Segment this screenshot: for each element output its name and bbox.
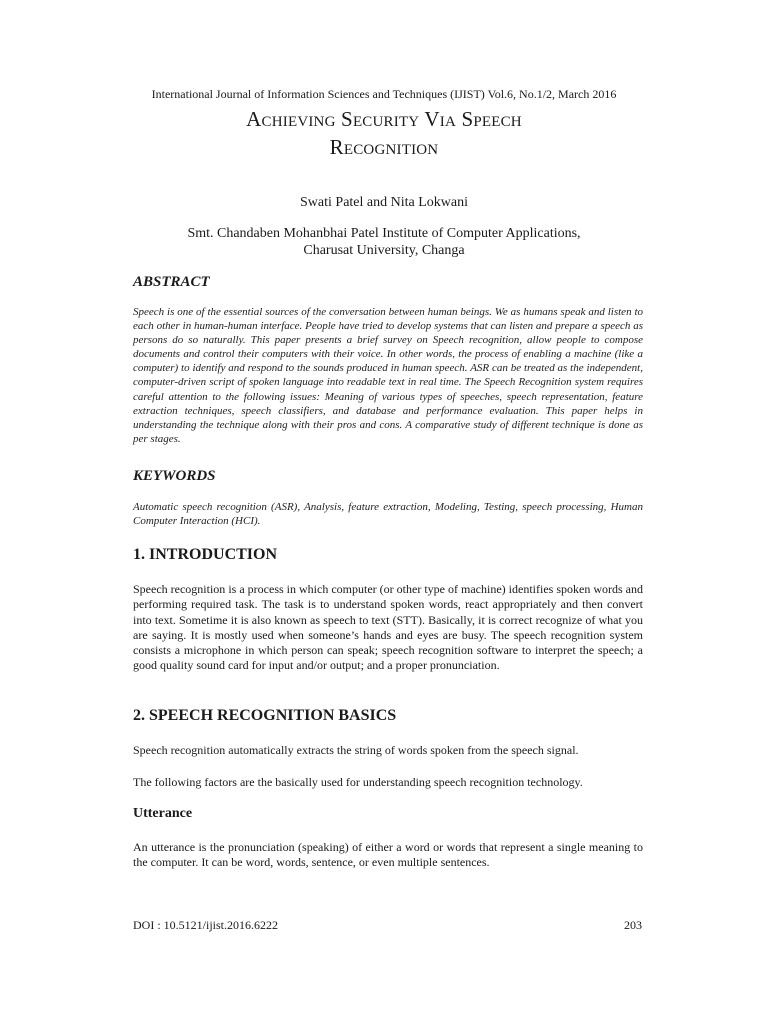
- journal-header: International Journal of Information Sciences and Techniques (IJIST) Vol.6, No.1/2, March 2016: [151, 87, 617, 101]
- keywords-text: Automatic speech recognition (ASR), Analysis, feature extraction, Modeling, Testing, speech processing, Human Computer Interaction (HCI).: [133, 501, 643, 527]
- footer-doi: DOI : 10.5121/ijist.2016.6222: [133, 918, 279, 932]
- utterance-heading: Utterance: [133, 806, 193, 821]
- keywords-heading: KEYWORDS: [133, 468, 216, 484]
- introduction-heading: 1. INTRODUCTION: [133, 546, 278, 563]
- abstract-heading: ABSTRACT: [133, 274, 210, 290]
- basics-paragraph-1: Speech recognition automatically extracts the string of words spoken from the speech signal.: [133, 743, 579, 757]
- abstract-text: Speech is one of the essential sources of the conversation between human beings. We as humans speak and listen to each other in human-human interface. People have tried to develop systems that can listen and prepare a speech as persons do so naturally. This paper presents a brief survey on Speech recognition, allow people to compose documents and control their computers with their voice. In other words, the process of enabling a machine (like a computer) to identify and respond to the sounds produced in human speech. ASR can be treated as the independent, computer-driven script of spoken language into readable text in real time. The Speech Recognition system requires careful attention to the following issues: Meaning of various types of speeches, speech representation, feature extraction techniques, speech classifiers, and database and performance evaluation. This paper helps in understanding the technique along with their pros and cons. A comparative study of different technique is done as per stages.: [133, 306, 643, 445]
- utterance-text: An utterance is the pronunciation (speaking) of either a word or words that represent a single meaning to the computer. It can be word, words, sentence, or even multiple sentences.: [133, 840, 643, 870]
- authors: Swati Patel and Nita Lokwani: [300, 195, 468, 210]
- affiliation-line-2: Charusat University, Changa: [303, 243, 465, 258]
- paper-title-line-2: Recognition: [329, 135, 439, 159]
- basics-paragraph-2: The following factors are the basically used for understanding speech recognition technology.: [133, 775, 583, 789]
- affiliation-line-1: Smt. Chandaben Mohanbhai Patel Institute of Computer Applications,: [187, 226, 581, 241]
- footer-page-number: 203: [624, 918, 642, 932]
- introduction-text: Speech recognition is a process in which computer (or other type of machine) identifies spoken words and performing required task. The task is to understand spoken words, react appropriately and then convert into text. Sometime it is also known as speech to text (STT). Basically, it is correct recognize of what you are saying. It is mostly used when someone’s hands and eyes are busy. The speech recognition system consists a microphone in which person can speak; speech recognition software to interpret the speech; a good quality sound card for input and/or output; and a proper pronunciation.: [133, 582, 643, 673]
- affiliation: [0, 225, 768, 259]
- paper-title: [0, 105, 768, 161]
- basics-heading: 2. SPEECH RECOGNITION BASICS: [133, 707, 397, 724]
- paper-title-line-1: Achieving Security Via Speech: [246, 107, 522, 131]
